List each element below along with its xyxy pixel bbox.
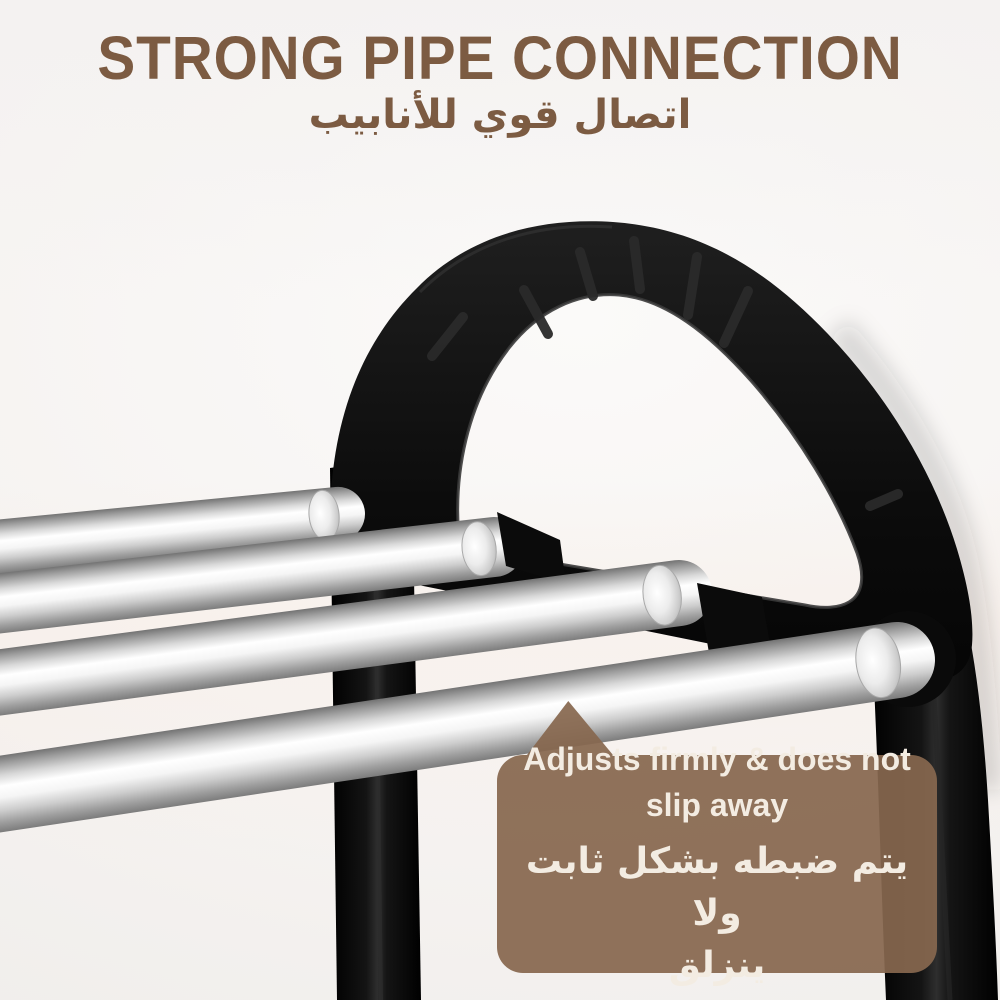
page-subtitle-arabic: اتصال قوي للأنابيب — [308, 92, 692, 138]
callout-bubble — [497, 741, 937, 986]
callout-text-arabic-line1: يتم ضبطه بشكل ثابت ولا — [525, 841, 909, 934]
callout-text-english-line2: slip away — [645, 787, 789, 823]
callout-text-arabic-line2: ينزلق — [668, 945, 766, 986]
callout-text-english-line1: Adjusts firmly & does not — [523, 741, 911, 777]
page-title: STRONG PIPE CONNECTION — [97, 24, 903, 92]
